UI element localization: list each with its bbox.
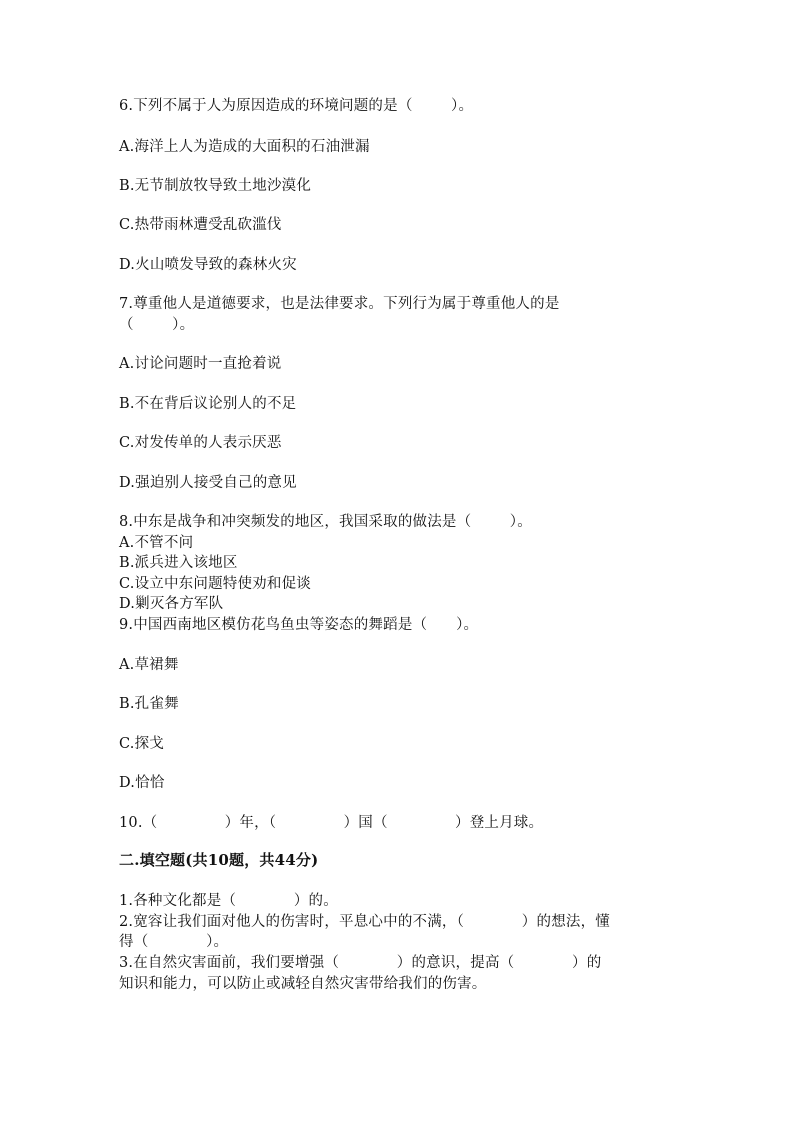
- q8-option-d: D.剿灭各方军队: [119, 596, 224, 612]
- q8-stem: 8.中东是战争和冲突频发的地区，我国采取的做法是（ ）。: [119, 514, 532, 530]
- q8-option-c: C.设立中东问题特使劝和促谈: [119, 576, 311, 592]
- q9-option-a: A.草裙舞: [119, 657, 179, 673]
- q7-stem-line2: （ ）。: [119, 317, 195, 333]
- q8-option-b: B.派兵进入该地区: [119, 555, 238, 571]
- fill-item-2-line2: 得（ ）。: [119, 934, 229, 950]
- fill-item-2-line1: 2.宽容让我们面对他人的伤害时，平息心中的不满，（ ）的想法，懂: [119, 914, 610, 930]
- q10-stem: 10.（ ）年，（ ）国（ ）登上月球。: [119, 815, 544, 831]
- q6-option-b: B.无节制放牧导致土地沙漠化: [119, 178, 312, 194]
- q9-option-c: C.探戈: [119, 736, 164, 752]
- q9-option-b: B.孔雀舞: [119, 696, 179, 712]
- q9-option-d: D.恰恰: [119, 775, 165, 791]
- section-2-title: 二.填空题(共10题，共44分): [119, 851, 319, 869]
- q8-option-a: A.不管不问: [119, 535, 194, 551]
- q7-stem-line1: 7.尊重他人是道德要求，也是法律要求。下列行为属于尊重他人的是: [119, 296, 560, 312]
- q7-option-b: B.不在背后议论别人的不足: [119, 396, 297, 412]
- q6-option-d: D.火山喷发导致的森林火灾: [119, 257, 297, 273]
- q6-stem: 6.下列不属于人为原因造成的环境问题的是（ ）。: [119, 98, 474, 114]
- fill-item-3-line1: 3.在自然灾害面前，我们要增强（ ）的意识，提高（ ）的: [119, 955, 602, 971]
- q9-stem: 9.中国西南地区模仿花鸟鱼虫等姿态的舞蹈是（ ）。: [119, 617, 479, 633]
- q7-option-d: D.强迫别人接受自己的意见: [119, 475, 297, 491]
- q6-option-c: C.热带雨林遭受乱砍滥伐: [119, 217, 282, 233]
- q6-option-a: A.海洋上人为造成的大面积的石油泄漏: [119, 139, 370, 155]
- fill-item-3-line2: 知识和能力，可以防止或减轻自然灾害带给我们的伤害。: [119, 976, 487, 992]
- fill-item-1: 1.各种文化都是（ ）的。: [119, 893, 338, 909]
- q7-option-c: C.对发传单的人表示厌恶: [119, 435, 282, 451]
- q7-option-a: A.讨论问题时一直抢着说: [119, 356, 282, 372]
